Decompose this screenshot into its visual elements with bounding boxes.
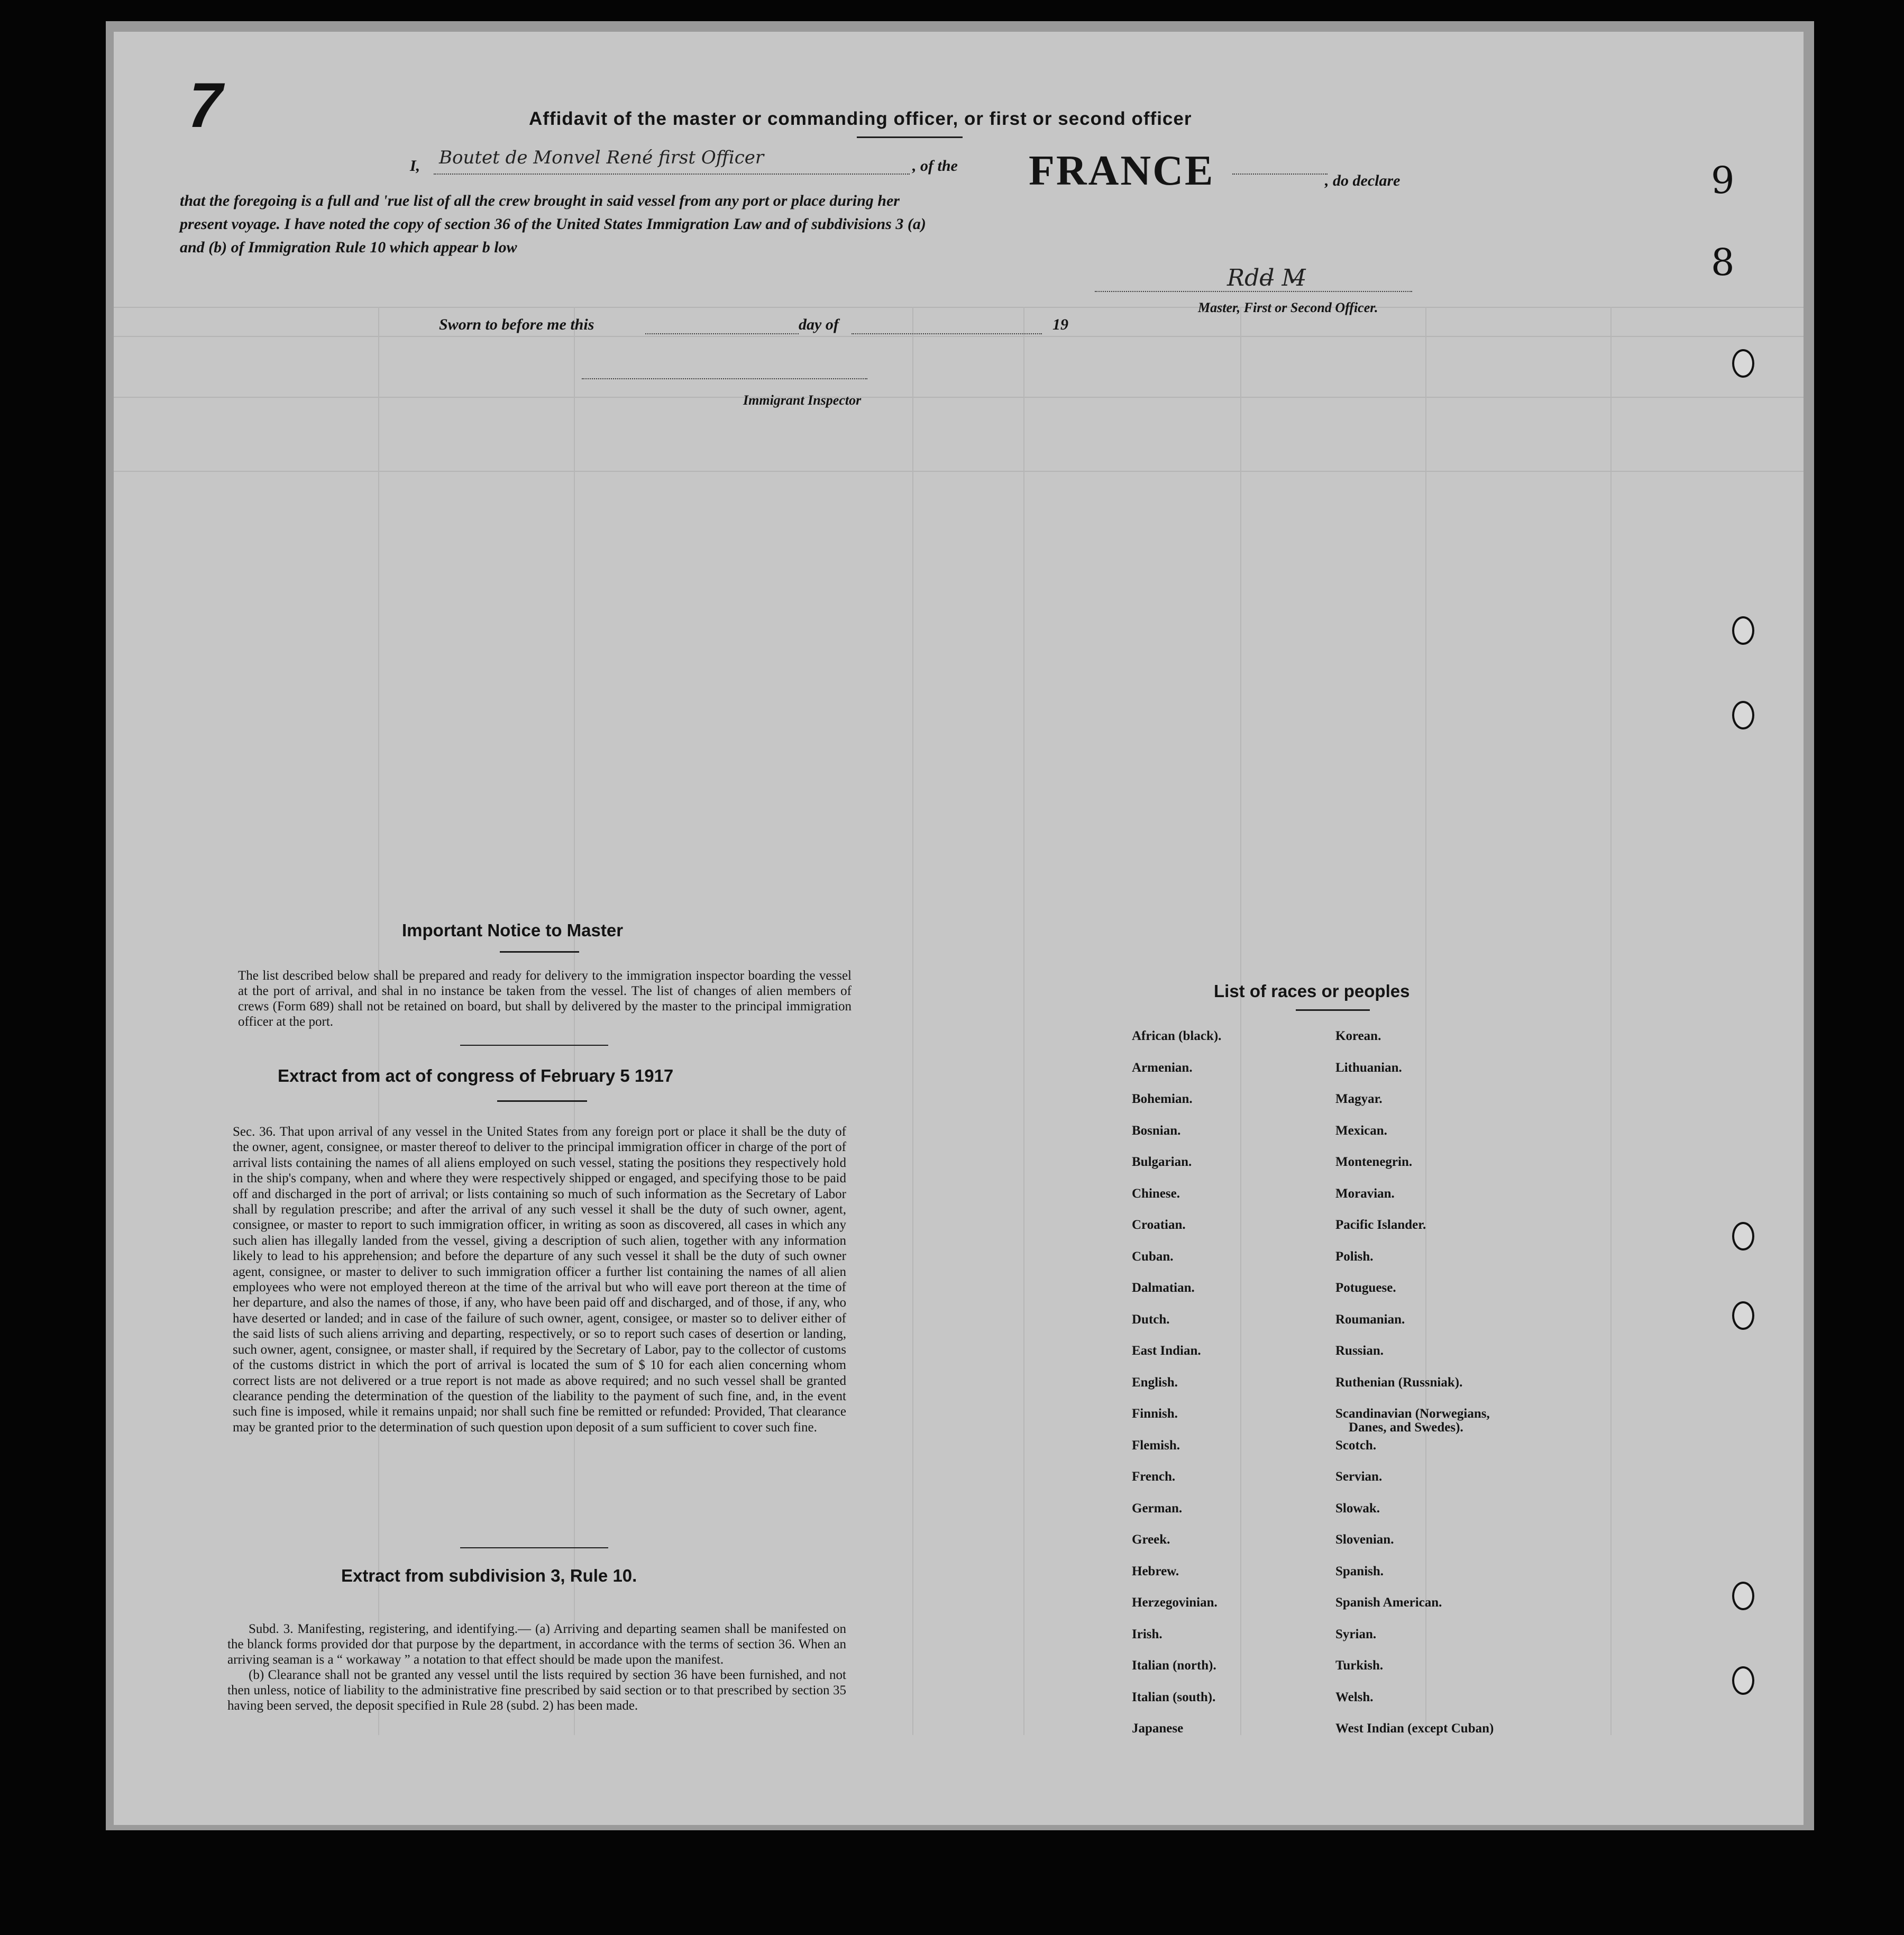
inspector-line [582, 378, 867, 379]
binder-hole [1732, 349, 1754, 378]
manifest-page [114, 32, 1804, 1825]
race-item: Spanish. [1335, 1564, 1384, 1578]
margin-scribble: 8 [1711, 241, 1735, 284]
race-item: East Indian. [1132, 1344, 1201, 1358]
extract-rule-title: Extract from subdivision 3, Rule 10. [341, 1566, 637, 1585]
race-item: Italian (north). [1132, 1658, 1216, 1673]
race-item: Montenegrin. [1335, 1155, 1413, 1169]
officer-name-line [434, 174, 910, 175]
of-the-label: , of the [912, 157, 958, 175]
race-item: Croatian. [1132, 1218, 1186, 1232]
race-item: Ruthenian (Russniak). [1335, 1375, 1463, 1390]
master-label: Master, First or Second Officer. [1198, 300, 1378, 315]
title-rule [857, 136, 963, 138]
inspector-label: Immigrant Inspector [743, 393, 862, 408]
race-item: West Indian (except Cuban) [1335, 1721, 1494, 1736]
sworn-prefix: Sworn to before me this [439, 316, 594, 333]
race-item: Armenian. [1132, 1060, 1193, 1075]
ghost-rule [114, 307, 1804, 308]
race-item: Russian. [1335, 1344, 1384, 1358]
ghost-column [1023, 307, 1024, 1735]
declaration-line-3: present voyage. I have noted the copy of section 36 of the United States Immigration Law and of subdivisions 3 (a) [180, 215, 926, 233]
notice-body: The list described below shall be prepared and ready for delivery to the immigration inspector boarding the vessel at the port of arrival, and shal in no instance be taken from the vessel. The list of changes of alien members of crews (Form 689) shall not be retained on board, but shall by delivered by the master to the principal immigration officer at the port. [238, 969, 852, 1029]
binder-hole [1732, 1301, 1754, 1330]
race-item: Slovenian. [1335, 1532, 1394, 1547]
ghost-column [912, 307, 913, 1735]
ghost-column [1610, 307, 1612, 1735]
race-item: Korean. [1335, 1029, 1381, 1043]
section-rule [460, 1547, 608, 1548]
margin-scribble: 9 [1711, 159, 1735, 202]
race-item: Cuban. [1132, 1249, 1174, 1264]
race-item: Polish. [1335, 1249, 1374, 1264]
race-item: Spanish American. [1335, 1595, 1442, 1610]
notice-title: Important Notice to Master [402, 920, 624, 940]
race-item: Roumanian. [1335, 1312, 1405, 1327]
race-item: African (black). [1132, 1029, 1222, 1043]
race-item: Herzegovinian. [1132, 1595, 1218, 1610]
ghost-rule [114, 471, 1804, 472]
margin-number: 7 [180, 70, 231, 141]
race-item: Dalmatian. [1132, 1281, 1195, 1295]
sworn-day-of: day of [799, 316, 839, 333]
race-item: Scotch. [1335, 1438, 1377, 1453]
race-item: Potuguese. [1335, 1281, 1396, 1295]
binder-hole [1732, 1582, 1754, 1610]
race-item: Chinese. [1132, 1186, 1180, 1201]
race-item: Scandinavian (Norwegians, [1335, 1407, 1490, 1421]
race-item: Welsh. [1335, 1690, 1374, 1704]
race-item: Moravian. [1335, 1186, 1395, 1201]
race-item: Finnish. [1132, 1407, 1178, 1421]
notice-rule [500, 951, 579, 953]
binder-hole [1732, 616, 1754, 645]
race-item: Flemish. [1132, 1438, 1180, 1453]
section-36-text: Sec. 36. That upon arrival of any vessel in the United States from any foreign port or place it shall be the duty of the owner, agent, consignee, or master thereof to deliver to the principal immigration officer in charge of the port of arrival lists containing the names of all aliens employed on such vessel, stating the positions they respectively hold in the ship's company, when and where they were respectively shipped or engaged, and specifying those to be paid off and discharged in the port of arrival; or lists containing so much of such information as the Secretary of Labor shall by regulation prescribe; and after the arrival of any such vessel it shall be the duty of such owner, agent, consignee, or master to report to such immigration officer, in writing as soon as discovered, all cases in which any such alien has illegally landed from the vessel, giving a description of such alien, together with any information likely to lead to his apprehension; and before the departure of any such vessel it shall be the duty of such owner agent, consignee, or master to deliver to such immigration officer a further list containing the names of all alien employees who were not employed thereon at the time of the arrival but who will eave port thereon at the time of her departure, and also the names of those, if any, who have been paid off and discharged, and of those, if any, who have deserted or landed; and in case of the failure of such owner, agent, consigee, or master so to deliver either of the said lists of such aliens arriving and departing, respectively, or so to report such cases of desertion or landing, such owner, agent, consignee, or master shall, if required by the Secretary of Labor, pay to the collector of customs of the customs district in which the port of arrival is located the sum of $ 10 for each alien concerning whom correct lists are not delivered or a true report is not made as above required; and no such vessel shall be granted clearance pending the determination of the question of the liability to the payment of such fine, and, in the event such fine is imposed, while it remains unpaid; nor shall such fine be remitted or refunded: Provided, That clearance may be granted prior to the determination of such question upon deposit of a sum sufficient to cover such fine. [233, 1125, 846, 1435]
affidavit-title: Affidavit of the master or commanding officer, or first or second officer [529, 108, 1192, 129]
race-item: Servian. [1335, 1469, 1383, 1484]
race-item: Japanese [1132, 1721, 1184, 1736]
race-item: Syrian. [1335, 1627, 1377, 1641]
races-title: List of races or peoples [1214, 981, 1410, 1001]
declaration-line-4: and (b) of Immigration Rule 10 which appear b low [180, 239, 517, 256]
race-item: Turkish. [1335, 1658, 1384, 1673]
race-item: German. [1132, 1501, 1183, 1516]
sworn-day-line [645, 333, 799, 334]
ghost-column [1240, 307, 1241, 1735]
ghost-rule [114, 397, 1804, 398]
race-item: Irish. [1132, 1627, 1162, 1641]
ship-name-line [1232, 174, 1328, 175]
subdivision-3-text [227, 1621, 846, 1713]
extract-act-rule [497, 1100, 587, 1102]
sworn-month-line [852, 333, 1042, 334]
do-declare-label: , do declare [1325, 172, 1400, 189]
declaration-prefix: I, [410, 157, 420, 175]
race-item: French. [1132, 1469, 1176, 1484]
subdivision-3a: Subd. 3. Manifesting, registering, and identifying.— (a) Arriving and departing seamen shall be manifested on the blanck forms provided dor that purpose by the department, in accordance with the terms of section 36. When an arriving seaman is a “ workaway ” a notation to that effect should be made upon the manifest. [227, 1622, 846, 1667]
race-item: Dutch. [1132, 1312, 1170, 1327]
binder-hole [1732, 1222, 1754, 1251]
extract-act-title: Extract from act of congress of February 5 1917 [278, 1066, 674, 1085]
sworn-year: 19 [1052, 316, 1068, 333]
section-rule [460, 1045, 608, 1046]
officer-name-handwritten: Boutet de Monvel René first Officer [439, 147, 764, 168]
signature-line [1095, 291, 1412, 292]
declaration-line-2: that the foregoing is a full and 'rue list of all the crew brought in said vessel from any port or place during her [180, 192, 900, 209]
race-item: Hebrew. [1132, 1564, 1179, 1578]
race-item: Bohemian. [1132, 1092, 1193, 1106]
race-item: Magyar. [1335, 1092, 1383, 1106]
race-item: Pacific Islander. [1335, 1218, 1426, 1232]
race-item: Italian (south). [1132, 1690, 1216, 1704]
binder-hole [1732, 1666, 1754, 1695]
race-item: English. [1132, 1375, 1178, 1390]
race-item: Bosnian. [1132, 1123, 1181, 1138]
master-signature: Rdd̶ M̶ [1227, 264, 1306, 291]
race-item: Lithuanian. [1335, 1060, 1402, 1075]
subdivision-3b: (b) Clearance shall not be granted any vessel until the lists required by section 36 have been furnished, and not then unless, notice of liability to the administrative fine prescribed by said section or to that prescribed by section 35 having been served, the deposit specified in Rule 28 (subd. 2) has been made. [227, 1668, 846, 1713]
ghost-rule [114, 336, 1804, 337]
races-rule [1296, 1009, 1370, 1011]
race-item: Mexican. [1335, 1123, 1387, 1138]
ship-name: FRANCE [1029, 148, 1215, 194]
ghost-column [1425, 307, 1426, 1735]
race-item: Slowak. [1335, 1501, 1380, 1516]
race-item: Greek. [1132, 1532, 1170, 1547]
race-item: Danes, and Swedes). [1349, 1420, 1463, 1435]
race-item: Bulgarian. [1132, 1155, 1192, 1169]
binder-hole [1732, 701, 1754, 729]
